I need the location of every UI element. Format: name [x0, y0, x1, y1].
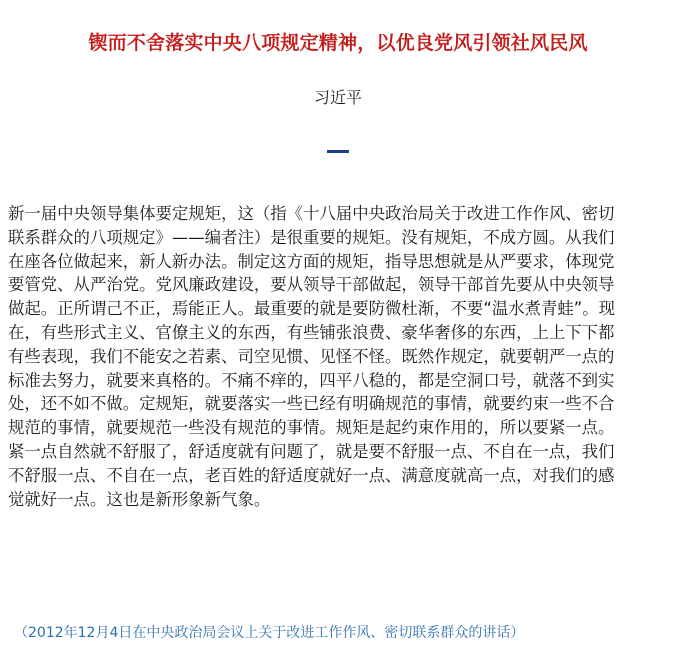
article-body	[8, 202, 670, 511]
body-line: 紧一点自然就不舒服了，舒适度就有问题了，就是要不舒服一点、不自在一点，我们	[8, 441, 615, 461]
body-line: 新一届中央领导集体要定规矩，这（指《十八届中央政治局关于改进工作作风、密切	[8, 204, 615, 223]
body-line: 有些表现，我们不能安之若素、司空见惯、见怪不怪。既然作规定，就要朝严一点的	[8, 346, 615, 366]
body-line: 标准去努力，就要来真格的。不痛不痒的，四平八稳的，都是空洞口号，就落不到实	[8, 370, 615, 390]
body-line: 在，有些形式主义、官僚主义的东西，有些铺张浪费、豪华奢侈的东西，上上下下都	[8, 322, 615, 342]
body-line: 规范的事情，就要规范一些没有规范的事情。规矩是起约束作用的，所以要紧一点。	[8, 418, 615, 438]
speech-source-note: （2012年12月4日在中央政治局会议上关于改进工作作风、密切联系群众的讲话）	[14, 625, 525, 641]
article-title: 锲而不舍落实中央八项规定精神，以优良党风引领社风民风	[88, 32, 588, 54]
body-line: 联系群众的八项规定》——编者注）是很重要的规矩。没有规矩，不成方圆。从我们	[8, 227, 615, 247]
body-line: 做起。正所谓己不正，焉能正人。最重要的就是要防微杜渐，不要“温水煮青蛙”。现	[8, 299, 616, 319]
body-line: 不舒服一点、不自在一点，老百姓的舒适度就好一点、满意度就高一点，对我们的感	[8, 465, 615, 485]
body-line: 在座各位做起来，新人新办法。制定这方面的规矩，指导思想就是从严要求，体现党	[8, 251, 615, 271]
body-line: 觉就好一点。这也是新形象新气象。	[8, 489, 271, 509]
body-line: 处，还不如不做。定规矩，就要落实一些已经有明确规范的事情，就要约束一些不合	[8, 394, 615, 414]
article-author: 习近平	[313, 88, 362, 107]
title-divider	[327, 150, 349, 153]
body-line: 要管党、从严治党。党风廉政建设，要从领导干部做起，领导干部首先要从中央领导	[8, 275, 615, 295]
